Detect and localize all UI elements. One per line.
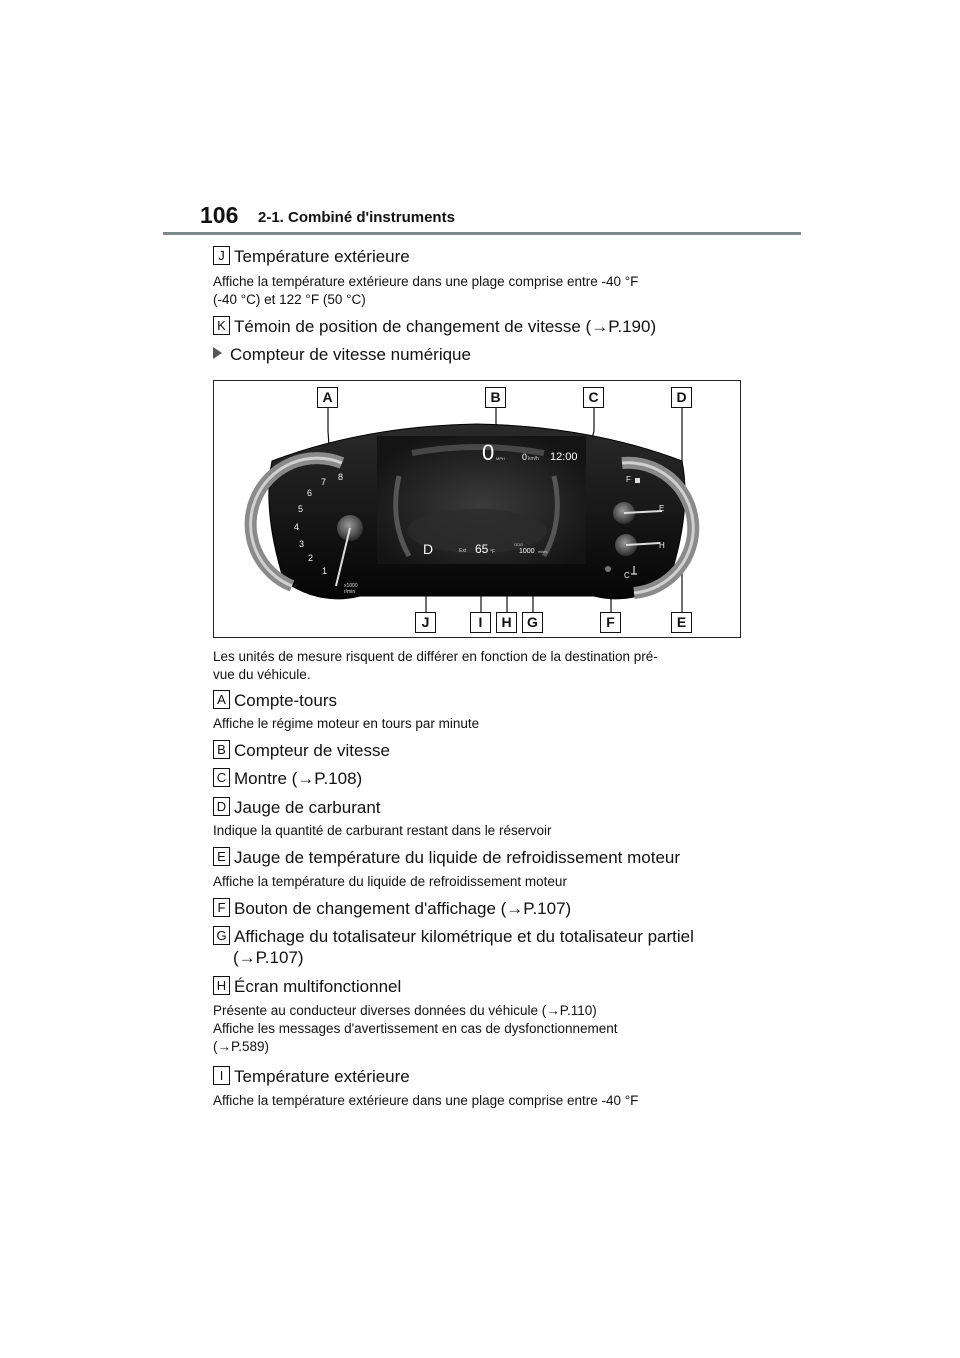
item-g-title: G Affichage du totalisateur kilométrique et du totalisateur partiel (213, 926, 694, 947)
speed-value: 0 (482, 440, 495, 465)
item-letter: I (213, 1066, 230, 1085)
tach-label: 2 (308, 553, 314, 563)
tach-label: 1 (322, 566, 328, 576)
item-h-desc-2: Affiche les messages d'avertissement en cas de dysfonctionnement (213, 1021, 618, 1036)
callout-i: I (470, 612, 491, 633)
callout-f: F (600, 612, 621, 633)
callout-h: H (496, 612, 517, 633)
section-title: 2-1. Combiné d'instruments (258, 209, 455, 226)
item-j-desc-2: (-40 °C) et 122 °F (50 °C) (213, 292, 366, 307)
tach-unit: x1000 (344, 583, 358, 589)
tach-label: 4 (294, 522, 300, 532)
item-k-title: K Témoin de position de changement de vitesse (→P.190) (213, 316, 656, 337)
item-b-title: B Compteur de vitesse (213, 740, 390, 761)
item-j-desc-1: Affiche la température extérieure dans une plage comprise entre -40 °F (213, 274, 639, 289)
fuel-pump-icon (635, 478, 640, 483)
item-letter: K (213, 316, 230, 335)
item-d-title: D Jauge de carburant (213, 797, 381, 818)
instrument-cluster-figure (213, 380, 741, 638)
ext-label: Ext (459, 548, 467, 554)
item-h-desc-1: Présente au conducteur diverses données du véhicule (→P.110) (213, 1003, 597, 1018)
instrument-cluster-illustration (214, 381, 740, 637)
item-letter: B (213, 740, 230, 759)
bullet-heading: Compteur de vitesse numérique (213, 345, 471, 365)
item-letter: G (213, 926, 230, 945)
callout-a: A (317, 387, 338, 408)
item-i-desc: Affiche la température extérieure dans une plage comprise entre -40 °F (213, 1093, 639, 1108)
speed-unit: MPH (496, 456, 505, 461)
item-letter: F (213, 898, 230, 917)
units-note-1: Les unités de mesure risquent de différer en fonction de la destination pré- (213, 649, 658, 664)
item-letter: H (213, 976, 230, 995)
item-letter: E (213, 847, 230, 866)
tach-label: 5 (298, 504, 304, 514)
callout-g: G (522, 612, 543, 633)
ext-temp-unit: °F (490, 549, 496, 555)
item-letter: A (213, 690, 230, 709)
speed-alt-unit: km/h (528, 456, 539, 462)
odo-value: 1000 (519, 548, 535, 555)
item-e-desc: Affiche la température du liquide de refroidissement moteur (213, 874, 567, 889)
item-f-title: F Bouton de changement d'affichage (→P.107) (213, 898, 571, 919)
item-a-title: A Compte-tours (213, 690, 337, 711)
tach-label: 3 (299, 539, 305, 549)
item-letter: J (213, 246, 230, 265)
bullet-arrow-icon (213, 347, 222, 359)
item-g-title-cont: (→P.107) (233, 948, 304, 967)
item-e-title: E Jauge de température du liquide de refroidissement moteur (213, 847, 680, 868)
odo-label: ODO (514, 542, 524, 547)
callout-c: C (583, 387, 604, 408)
callout-e: E (671, 612, 692, 633)
fuel-full-label: F (626, 475, 631, 484)
tach-label: 6 (307, 488, 313, 498)
temp-cold-label: C (624, 571, 630, 580)
item-h-desc-3: (→P.589) (213, 1039, 270, 1054)
odo-unit: miles (538, 549, 548, 554)
callout-b: B (485, 387, 506, 408)
item-d-desc: Indique la quantité de carburant restant dans le réservoir (213, 823, 552, 838)
fuel-empty-label: E (659, 504, 665, 513)
callout-d: D (671, 387, 692, 408)
tach-label: 8 (338, 472, 344, 482)
tach-label: 7 (321, 477, 327, 487)
item-h-title: H Écran multifonctionnel (213, 976, 401, 997)
gear-indicator: D (423, 541, 434, 557)
item-i-title: I Température extérieure (213, 1066, 410, 1087)
clock-display: 12:00 (550, 451, 578, 463)
tach-unit: r/min (344, 589, 356, 595)
units-note-2: vue du véhicule. (213, 667, 311, 682)
item-letter: D (213, 797, 230, 816)
item-c-title: C Montre (→P.108) (213, 768, 362, 789)
item-letter: C (213, 768, 230, 787)
callout-j: J (415, 612, 436, 633)
ext-temp-value: 65 (475, 542, 489, 556)
header-divider (163, 232, 801, 235)
item-j-title: J Température extérieure (213, 246, 410, 267)
item-a-desc: Affiche le régime moteur en tours par minute (213, 716, 480, 731)
temp-hot-label: H (659, 541, 665, 550)
speed-alt-value: 0 (522, 452, 528, 462)
page-number: 106 (200, 202, 239, 228)
multi-information-display (377, 436, 586, 564)
